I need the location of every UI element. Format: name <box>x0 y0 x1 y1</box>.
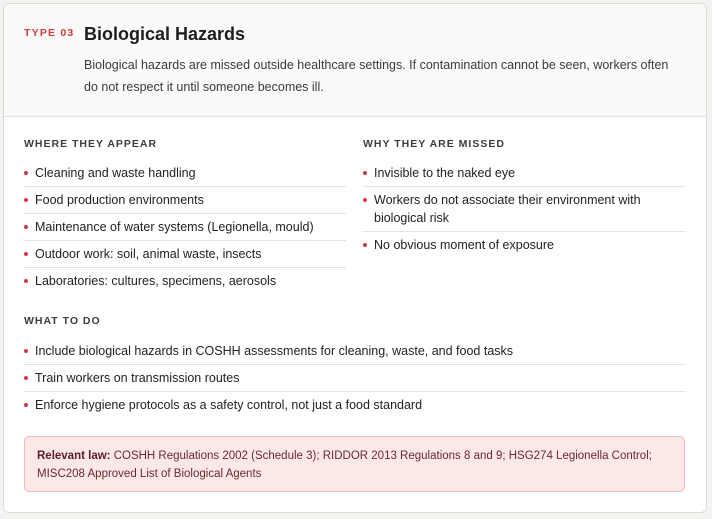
bullet-icon <box>24 252 28 256</box>
list-item-text: No obvious moment of exposure <box>374 238 554 252</box>
list-item-text: Laboratories: cultures, specimens, aerosols <box>35 274 277 288</box>
where-list <box>24 160 346 294</box>
list-item-text: Enforce hygiene protocols as a safety control, not just a food standard <box>35 398 423 412</box>
why-section-label: WHY THEY ARE MISSED <box>363 138 505 150</box>
where-section-label: WHERE THEY APPEAR <box>24 138 158 150</box>
bullet-icon <box>24 403 28 407</box>
list-item <box>24 214 346 241</box>
list-item <box>363 187 685 232</box>
list-item <box>363 160 685 187</box>
bullet-icon <box>24 171 28 175</box>
list-item <box>24 392 685 418</box>
list-item-text: Maintenance of water systems (Legionella, mould) <box>35 220 314 234</box>
list-item-text: Include biological hazards in COSHH assessments for cleaning, waste, and food tasks <box>35 344 514 358</box>
list-item <box>24 160 346 187</box>
list-item <box>24 365 685 392</box>
card-header <box>4 4 706 117</box>
relevant-law-text: COSHH Regulations 2002 (Schedule 3); RIDDOR 2013 Regulations 8 and 9; HSG274 Legionella Control; MISC208 Approved List of Biological Agents <box>37 450 652 480</box>
list-item-text: Workers do not associate their environment with biological risk <box>374 193 641 225</box>
todo-section-label: WHAT TO DO <box>24 315 101 327</box>
relevant-law-box <box>24 436 685 492</box>
intro-text: Biological hazards are missed outside healthcare settings. If contamination cannot be seen, workers often do not respect it until someone becomes ill. <box>84 58 669 94</box>
list-item <box>24 268 346 294</box>
bullet-icon <box>24 198 28 202</box>
bullet-icon <box>363 198 367 202</box>
why-list <box>363 160 685 258</box>
bullet-icon <box>363 171 367 175</box>
list-item <box>24 338 685 365</box>
card-title: Biological Hazards <box>84 24 246 44</box>
list-item <box>363 232 685 258</box>
relevant-law-label: Relevant law: <box>37 450 111 462</box>
bullet-icon <box>24 279 28 283</box>
type-tag: TYPE 03 <box>24 27 75 39</box>
list-item-text: Train workers on transmission routes <box>35 371 240 385</box>
bullet-icon <box>363 243 367 247</box>
list-item <box>24 241 346 268</box>
list-item-text: Food production environments <box>35 193 204 207</box>
list-item <box>24 187 346 214</box>
list-item-text: Cleaning and waste handling <box>35 166 196 180</box>
bullet-icon <box>24 225 28 229</box>
hazard-card <box>3 3 707 513</box>
list-item-text: Invisible to the naked eye <box>374 166 516 180</box>
bullet-icon <box>24 376 28 380</box>
bullet-icon <box>24 349 28 353</box>
todo-list <box>24 338 685 418</box>
list-item-text: Outdoor work: soil, animal waste, insects <box>35 247 262 261</box>
